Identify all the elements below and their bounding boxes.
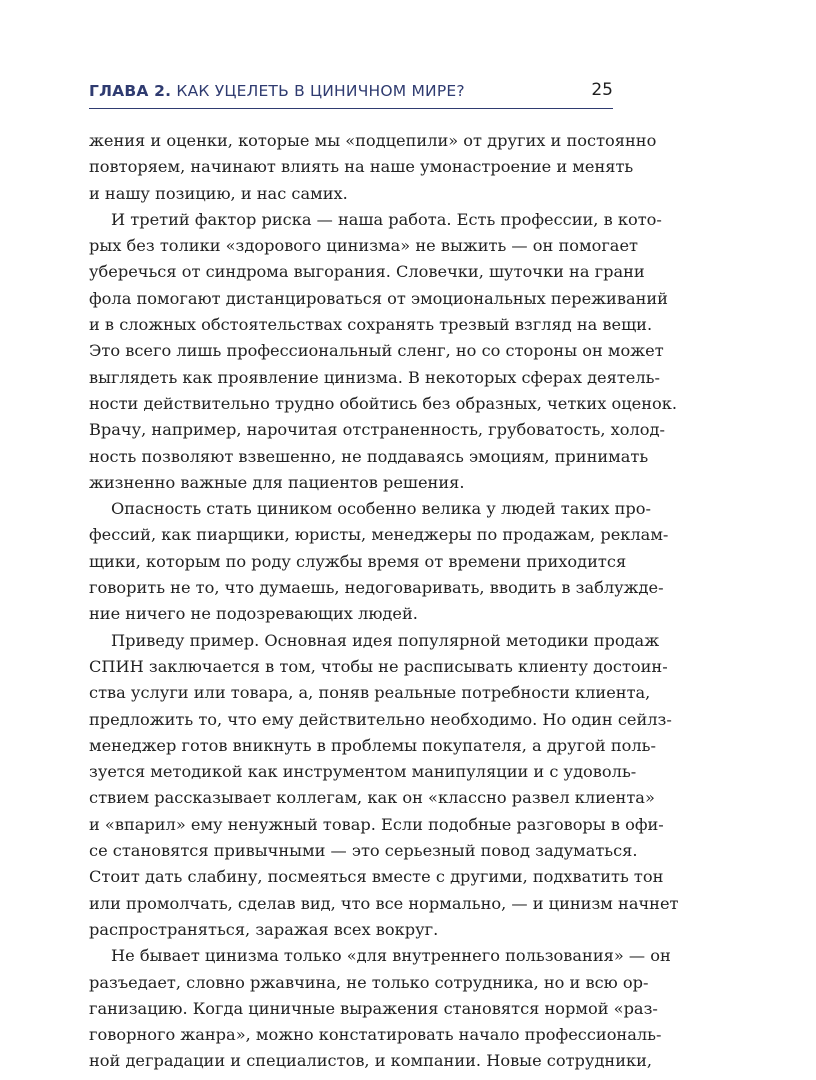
text-line: распространяться, заражая всех вокруг. [89, 919, 439, 939]
text-line: И третий фактор риска — наша работа. Есть профессии, в кото- [111, 209, 662, 229]
text-line: Приведу пример. Основная идея популярной методики продаж [111, 630, 660, 650]
text-line: повторяем, начинают влиять на наше умонастроение и менять [89, 157, 634, 177]
text-line: Врачу, например, нарочитая отстраненность, грубоватость, холод- [89, 420, 665, 440]
text-line: се становятся привычными — это серьезный повод задуматься. [89, 841, 638, 861]
text-line: жения и оценки, которые мы «подцепили» от других и постоянно [89, 131, 657, 150]
text-line: ганизацию. Когда циничные выражения становятся нормой «раз- [89, 998, 658, 1018]
text-line: и нашу позицию, и нас самих. [89, 183, 348, 203]
text-line: жизненно важные для пациентов решения. [89, 472, 465, 492]
text-line: рых без толики «здорового цинизма» не выжить — он помогает [89, 236, 638, 256]
text-line: выглядеть как проявление цинизма. В некоторых сферах деятель- [89, 367, 660, 387]
chapter-title: КАК УЦЕЛЕТЬ В ЦИНИЧНОМ МИРЕ? [176, 82, 465, 100]
text-line: предложить то, что ему действительно необходимо. Но один сейлз- [89, 709, 672, 729]
body-text [89, 128, 679, 1075]
paragraph [89, 128, 657, 207]
text-line: ние ничего не подозревающих людей. [89, 604, 418, 624]
paragraph [89, 496, 669, 627]
header-divider [89, 108, 613, 109]
text-line: и в сложных обстоятельствах сохранять трезвый взгляд на вещи. [89, 315, 653, 335]
chapter-heading [89, 82, 465, 100]
text-line: ства услуги или товара, а, поняв реальные потребности клиента, [89, 683, 651, 703]
text-line: зуется методикой как инструментом манипуляции и с удоволь- [89, 762, 637, 782]
text-line: разъедает, словно ржавчина, не только сотрудника, но и всю ор- [89, 972, 649, 992]
paragraph [89, 943, 671, 1074]
text-line: уберечься от синдрома выгорания. Словечки, шуточки на грани [89, 262, 645, 282]
text-line: говорного жанра», можно констатировать начало профессиональ- [89, 1025, 662, 1045]
text-line: и «впарил» ему ненужный товар. Если подобные разговоры в офи- [89, 814, 664, 834]
text-line: или промолчать, сделав вид, что все нормально, — и цинизм начнет [89, 893, 679, 913]
text-line: щики, которым по роду службы время от времени приходится [89, 551, 627, 571]
page-number: 25 [591, 80, 613, 100]
text-line: Это всего лишь профессиональный сленг, но со стороны он может [89, 341, 664, 361]
chapter-number: ГЛАВА 2. [89, 82, 172, 100]
text-line: Стоит дать слабину, посмеяться вместе с другими, подхватить тон [89, 867, 664, 887]
text-line: ность позволяют взвешенно, не поддаваясь эмоциям, принимать [89, 446, 649, 466]
text-line: ной деградации и специалистов, и компании. Новые сотрудники, [89, 1051, 653, 1071]
paragraph [89, 207, 678, 496]
text-line: ствием рассказывает коллегам, как он «классно развел клиента» [89, 788, 655, 808]
text-line: СПИН заключается в том, чтобы не расписывать клиенту достоин- [89, 656, 668, 676]
running-header [89, 80, 613, 106]
text-line: фессий, как пиарщики, юристы, менеджеры по продажам, реклам- [89, 525, 669, 545]
paragraph [89, 628, 679, 944]
text-line: фола помогают дистанцироваться от эмоциональных переживаний [89, 288, 668, 308]
text-line: менеджер готов вникнуть в проблемы покупателя, а другой поль- [89, 735, 656, 755]
text-line: говорить не то, что думаешь, недоговаривать, вводить в заблужде- [89, 578, 664, 598]
text-line: Опасность стать циником особенно велика у людей таких про- [111, 499, 651, 519]
text-line: Не бывает цинизма только «для внутреннего пользования» — он [111, 946, 671, 966]
text-line: ности действительно трудно обойтись без образных, четких оценок. [89, 393, 678, 413]
